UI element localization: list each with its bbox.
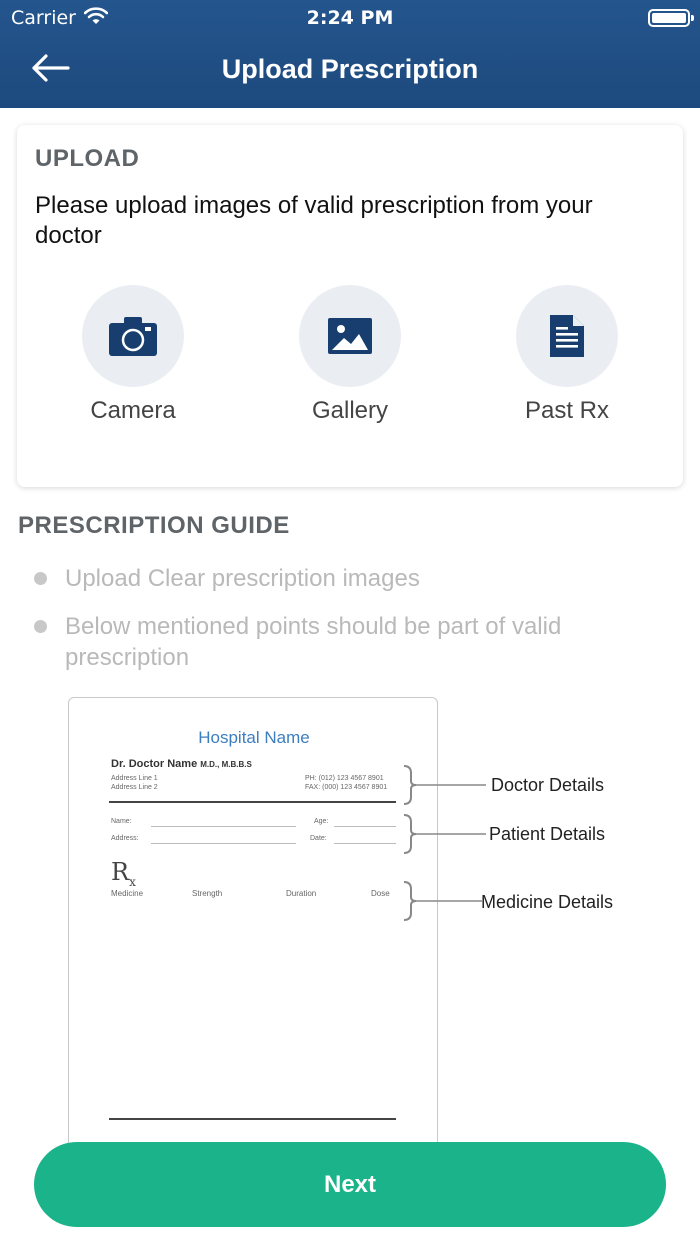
- sample-column-medicine: Medicine: [111, 889, 144, 898]
- rx-symbol-sub: x: [129, 874, 136, 889]
- sample-name-label: Name:: [111, 818, 132, 825]
- gallery-option-circle: [299, 285, 401, 387]
- image-icon: [327, 317, 373, 355]
- sample-signature-line: [109, 1118, 396, 1120]
- past-rx-option[interactable]: [487, 285, 647, 425]
- sample-phone: PH: (012) 123 4567 8901: [305, 775, 384, 782]
- rx-symbol-letter: R: [111, 858, 130, 886]
- medicine-details-brace: [402, 880, 484, 922]
- guide-section-title: PRESCRIPTION GUIDE: [18, 512, 290, 539]
- app-header: [0, 0, 700, 108]
- sample-name-line: [151, 826, 296, 827]
- guide-item-text: Upload Clear prescription images: [65, 565, 420, 592]
- camera-option[interactable]: [53, 285, 213, 425]
- sample-column-dose: Dose: [371, 889, 390, 898]
- sample-date-label: Date:: [310, 835, 327, 842]
- patient-details-label: Patient Details: [489, 824, 606, 844]
- past-rx-option-label: Past Rx: [524, 397, 610, 424]
- sample-fax: FAX: (000) 123 4567 8901: [305, 784, 388, 791]
- status-bar: [0, 0, 700, 36]
- guide-list-item: [34, 563, 645, 594]
- camera-option-circle: [82, 285, 184, 387]
- status-time: 2:24 PM: [306, 7, 394, 29]
- sample-column-strength: Strength: [192, 889, 223, 898]
- camera-icon: [108, 315, 158, 357]
- rx-symbol: [111, 858, 136, 889]
- next-button[interactable]: Next: [34, 1142, 666, 1227]
- bullet-icon: [34, 572, 47, 585]
- document-icon: [548, 313, 586, 359]
- sample-doctor-degree: M.D., M.B.B.S: [200, 760, 252, 769]
- sample-address-line: [151, 843, 296, 844]
- gallery-option[interactable]: [270, 285, 430, 425]
- past-rx-option-circle: [516, 285, 618, 387]
- sample-doctor-text: Dr. Doctor Name: [111, 758, 198, 770]
- sample-doctor-name: [111, 758, 252, 770]
- sample-hospital-name: Hospital Name: [198, 728, 310, 747]
- page-title: Upload Prescription: [221, 54, 479, 84]
- upload-description: Please upload images of valid prescription from your doctor: [35, 192, 593, 249]
- carrier-label: Carrier: [11, 7, 76, 29]
- gallery-option-label: Gallery: [311, 397, 389, 424]
- sample-prescription: [68, 697, 438, 1177]
- patient-details-brace: [402, 813, 488, 855]
- sample-date-line: [334, 843, 396, 844]
- sample-column-duration: Duration: [286, 889, 317, 898]
- sample-divider: [109, 801, 396, 803]
- medicine-details-label: Medicine Details: [481, 892, 614, 912]
- sample-address-label: Address:: [111, 835, 139, 842]
- upload-card: [17, 125, 683, 487]
- guide-list-item: [34, 611, 645, 673]
- upload-section-title: UPLOAD: [35, 145, 140, 172]
- sample-age-label: Age:: [314, 818, 329, 825]
- battery-icon: [648, 9, 690, 27]
- doctor-details-brace: [402, 764, 488, 806]
- bullet-icon: [34, 620, 47, 633]
- camera-option-label: Camera: [90, 397, 176, 424]
- sample-age-line: [334, 826, 396, 827]
- sample-address-line-1: Address Line 1: [111, 775, 158, 782]
- doctor-details-label: Doctor Details: [491, 775, 605, 795]
- sample-address-line-2: Address Line 2: [111, 784, 158, 791]
- guide-item-text: Below mentioned points should be part of valid prescription: [65, 613, 562, 671]
